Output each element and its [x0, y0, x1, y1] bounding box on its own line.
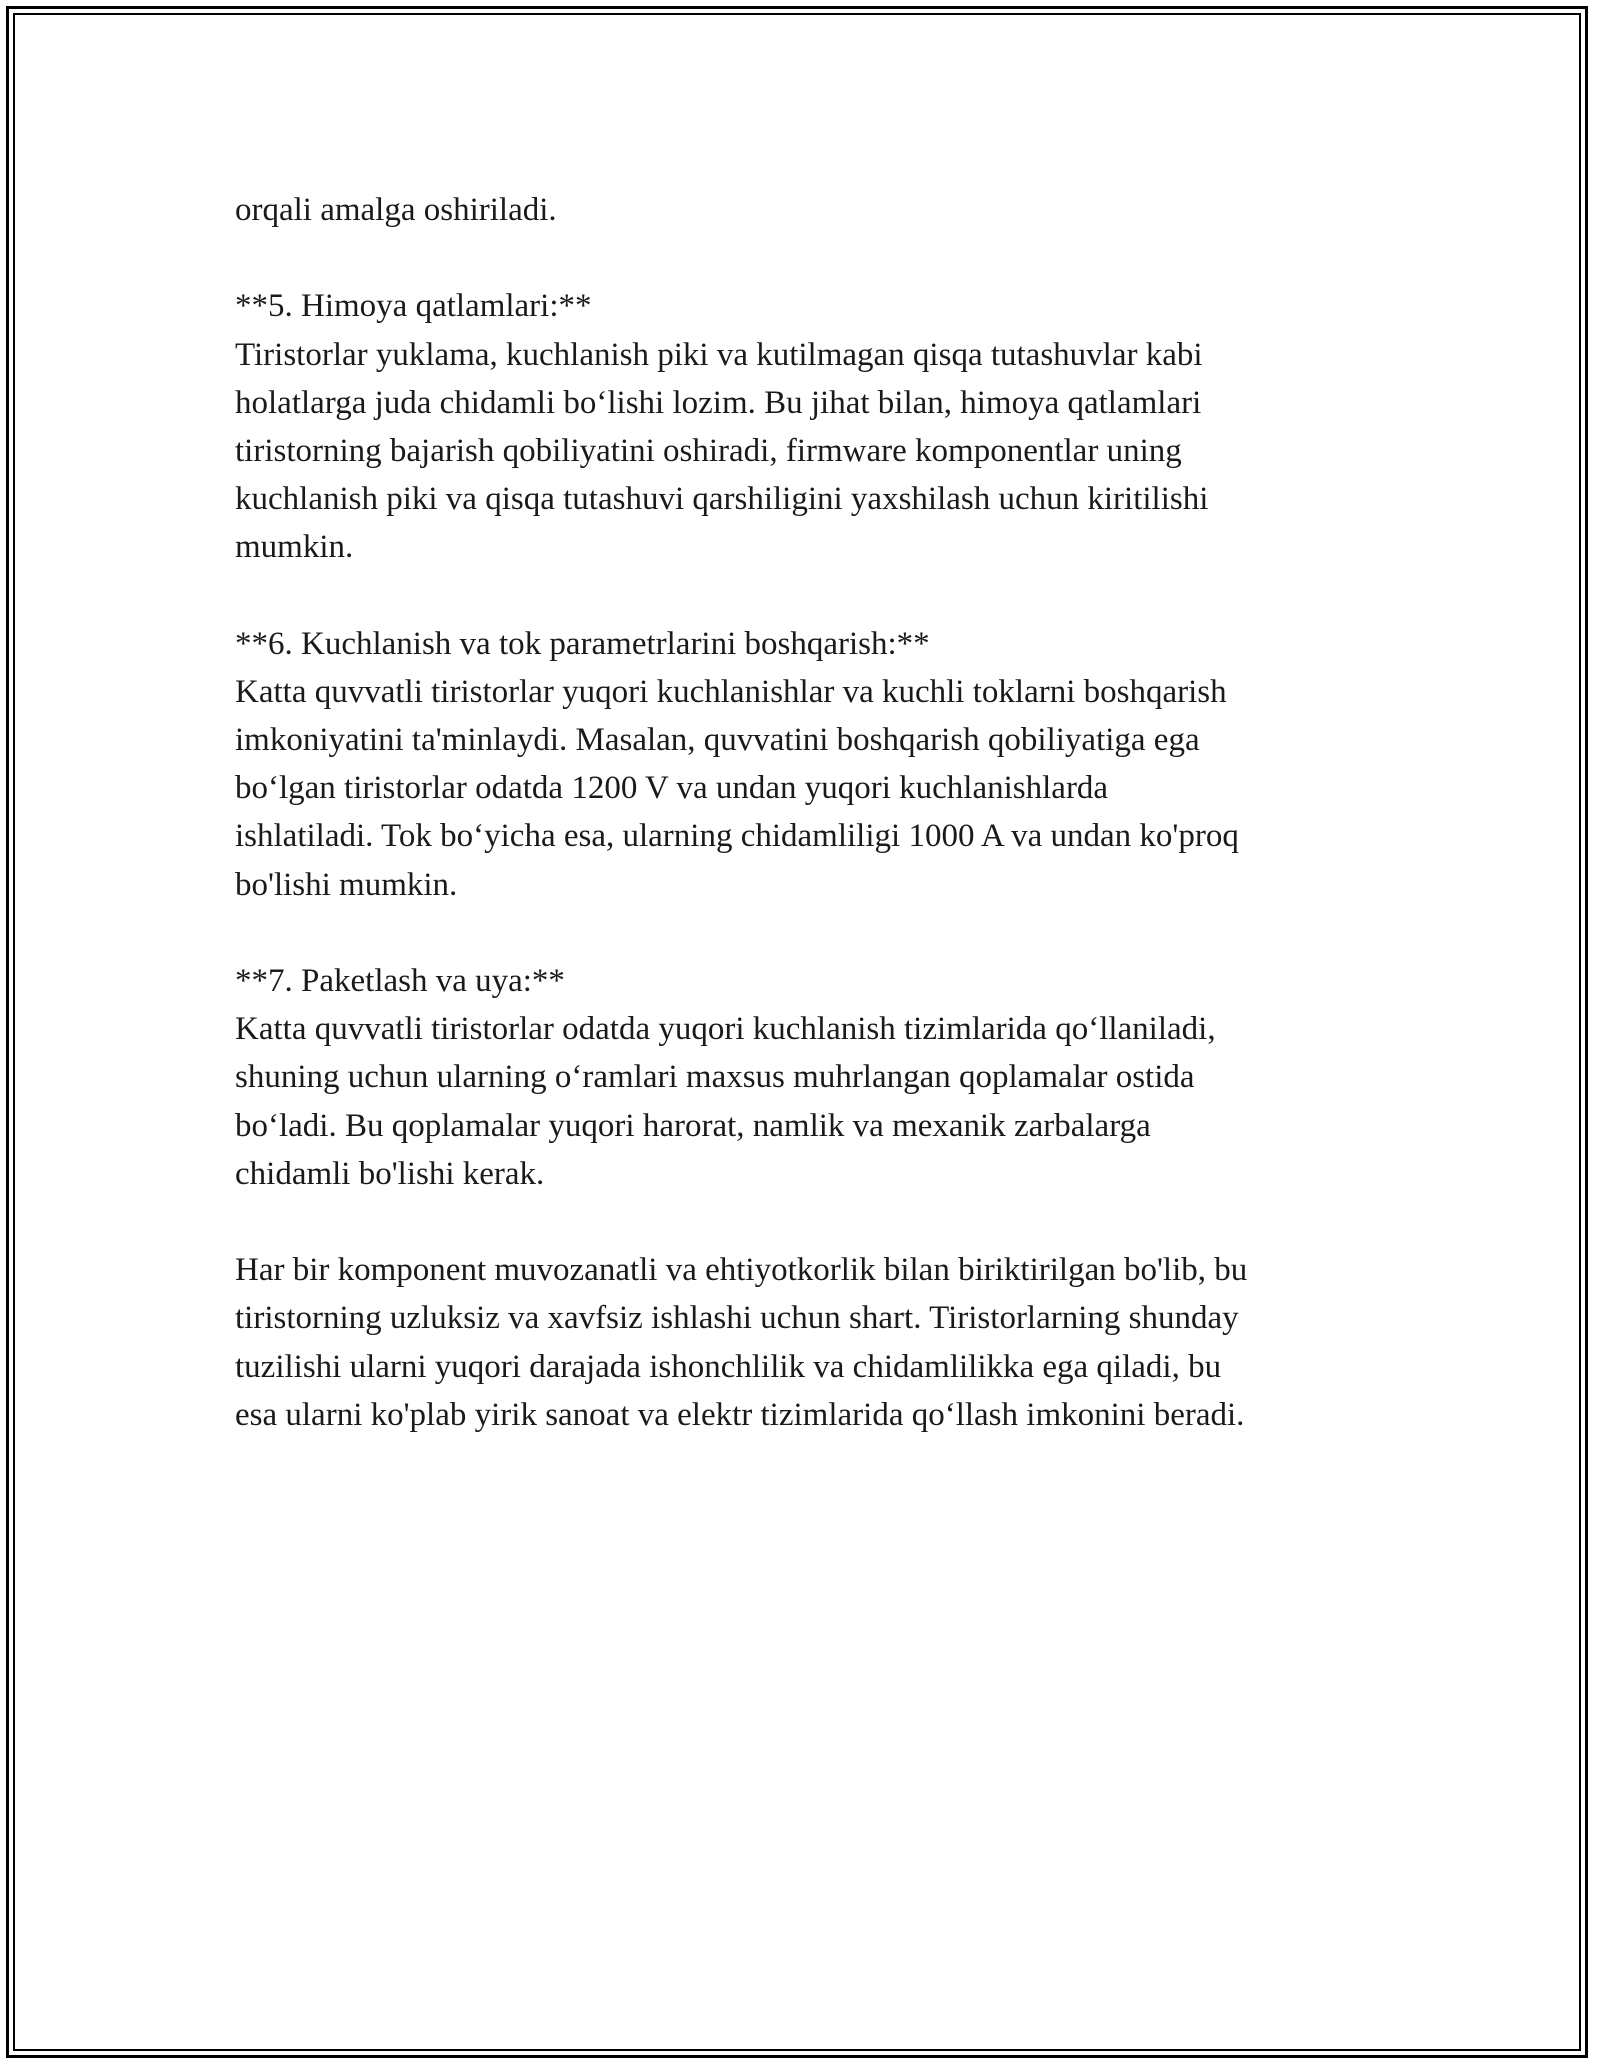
section-6-line: ishlatiladi. Tok bo‘yicha esa, ularning chidamliligi 1000 A va undan ko'proq [235, 818, 1239, 855]
document-body [235, 186, 1405, 1439]
section-7-heading: **7. Paketlash va uya:** [235, 963, 565, 999]
section-5-line: tiristorning bajarish qobiliyatini oshiradi, firmware komponentlar uning [235, 432, 1182, 469]
section-5 [235, 282, 1405, 571]
section-6-line: bo'lishi mumkin. [235, 866, 458, 903]
closing-line: tiristorning uzluksiz va xavfsiz ishlashi uchun shart. Tiristorlarning shunday [235, 1300, 1239, 1337]
section-7-line: bo‘ladi. Bu qoplamalar yuqori harorat, namlik va mexanik zarbalarga [235, 1107, 1151, 1144]
section-6-heading: **6. Kuchlanish va tok parametrlarini boshqarish:** [235, 625, 930, 662]
section-6-line: imkoniyatini ta'minlaydi. Masalan, quvvatini boshqarish qobiliyatiga ega [235, 722, 1200, 759]
section-6-line: Katta quvvatli tiristorlar yuqori kuchlanishlar va kuchli toklarni boshqarish [235, 673, 1227, 710]
lead-line: orqali amalga oshiriladi. [235, 192, 557, 228]
section-7-line: chidamli bo'lishi kerak. [235, 1155, 545, 1192]
section-7 [235, 957, 1405, 1198]
section-5-line: kuchlanish piki va qisqa tutashuvi qarshiligini yaxshilash uchun kiritilishi [235, 481, 1209, 518]
closing-line: tuzilishi ularni yuqori darajada ishonchlilik va chidamlilikka ega qiladi, bu [235, 1348, 1222, 1385]
section-5-line: mumkin. [235, 529, 354, 566]
section-7-line: shuning uchun ularning o‘ramlari maxsus muhrlangan qoplamalar ostida [235, 1059, 1195, 1096]
closing-paragraph [235, 1246, 1405, 1439]
section-5-heading: **5. Himoya qatlamlari:** [235, 288, 592, 325]
closing-line: Har bir komponent muvozanatli va ehtiyotkorlik bilan biriktirilgan bo'lib, bu [235, 1252, 1248, 1289]
section-7-line: Katta quvvatli tiristorlar odatda yuqori kuchlanish tizimlarida qo‘llaniladi, [235, 1011, 1216, 1048]
closing-line: esa ularni ko'plab yirik sanoat va elektr tizimlarida qo‘llash imkonini beradi. [235, 1396, 1245, 1433]
section-6 [235, 620, 1405, 909]
section-5-line: holatlarga juda chidamli bo‘lishi lozim. Bu jihat bilan, himoya qatlamlari [235, 384, 1202, 421]
section-6-line: bo‘lgan tiristorlar odatda 1200 V va undan yuqori kuchlanishlarda [235, 770, 1109, 807]
section-5-line: Tiristorlar yuklama, kuchlanish piki va kutilmagan qisqa tutashuvlar kabi [235, 336, 1203, 373]
